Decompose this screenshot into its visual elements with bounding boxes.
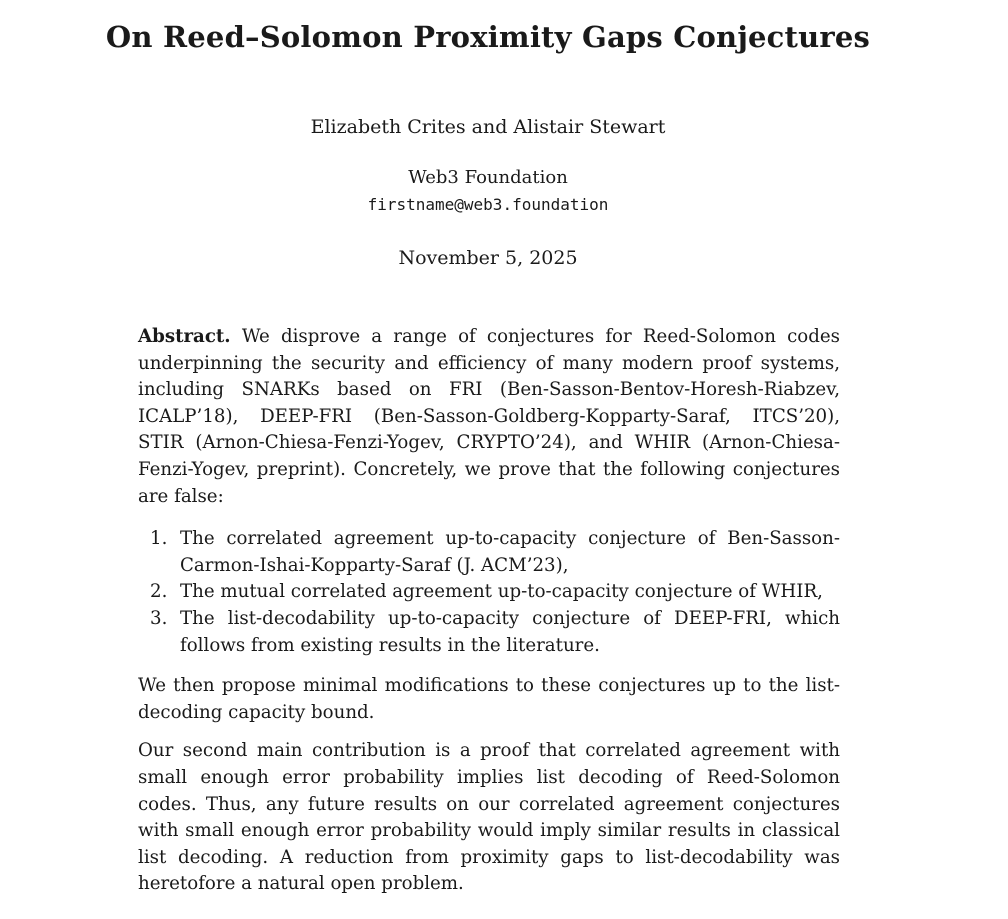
publication-date: November 5, 2025 [398, 247, 578, 269]
abstract-intro-text: We disprove a range of conjectures for Reed-Solomon codes underpinning the security and efficiency of many modern proof systems, including SNARKs based on FRI (Ben-Sasson-Bentov-Horesh-Riabzev, ICALP’18), DEEP-FRI (Ben-Sasson-Goldberg-Kopparty-Saraf, ITCS’20), STIR (Arnon-Chiesa-Fenzi-Yogev, CRYPTO’24), and WHIR (Arnon-Chiesa-Fenzi-Yogev, preprint). Concretely, we prove that the following conjectures are false: [138, 326, 840, 507]
paper-title: On Reed–Solomon Proximity Gaps Conjectures [105, 20, 871, 54]
abstract [138, 324, 840, 898]
affiliation: Web3 Foundation [408, 167, 568, 188]
email-address: firstname@web3.foundation [367, 195, 609, 214]
abstract-intro [138, 324, 840, 510]
list-item-number: 2. [150, 581, 168, 603]
conjecture-list [138, 526, 840, 659]
abstract-paragraph-2: We then propose minimal modifications to these conjectures up to the list-decoding capacity bound. [138, 675, 840, 723]
list-item-text: The correlated agreement up-to-capacity conjecture of Ben-Sasson-Carmon-Ishai-Kopparty-Saraf (J. ACM’23), [180, 528, 840, 576]
list-item-number: 1. [150, 528, 168, 550]
list-item [138, 579, 840, 606]
list-item-text: The list-decodability up-to-capacity conjecture of DEEP-FRI, which follows from existing results in the literature. [180, 607, 840, 656]
authors: Elizabeth Crites and Alistair Stewart [310, 116, 666, 138]
list-item-text: The mutual correlated agreement up-to-capacity conjecture of WHIR, [180, 581, 823, 603]
list-item [138, 606, 840, 659]
list-item-number: 3. [150, 607, 168, 629]
abstract-paragraph-3: Our second main contribution is a proof that correlated agreement with small enough error probability implies list decoding of Reed-Solomon codes. Thus, any future results on our correlated agreement conjectures with small enough error probability would imply similar results in classical list decoding. A reduction from proximity gaps to list-decodability was heretofore a natural open problem. [138, 740, 840, 895]
abstract-label: Abstract. [138, 326, 231, 347]
list-item [138, 526, 840, 579]
